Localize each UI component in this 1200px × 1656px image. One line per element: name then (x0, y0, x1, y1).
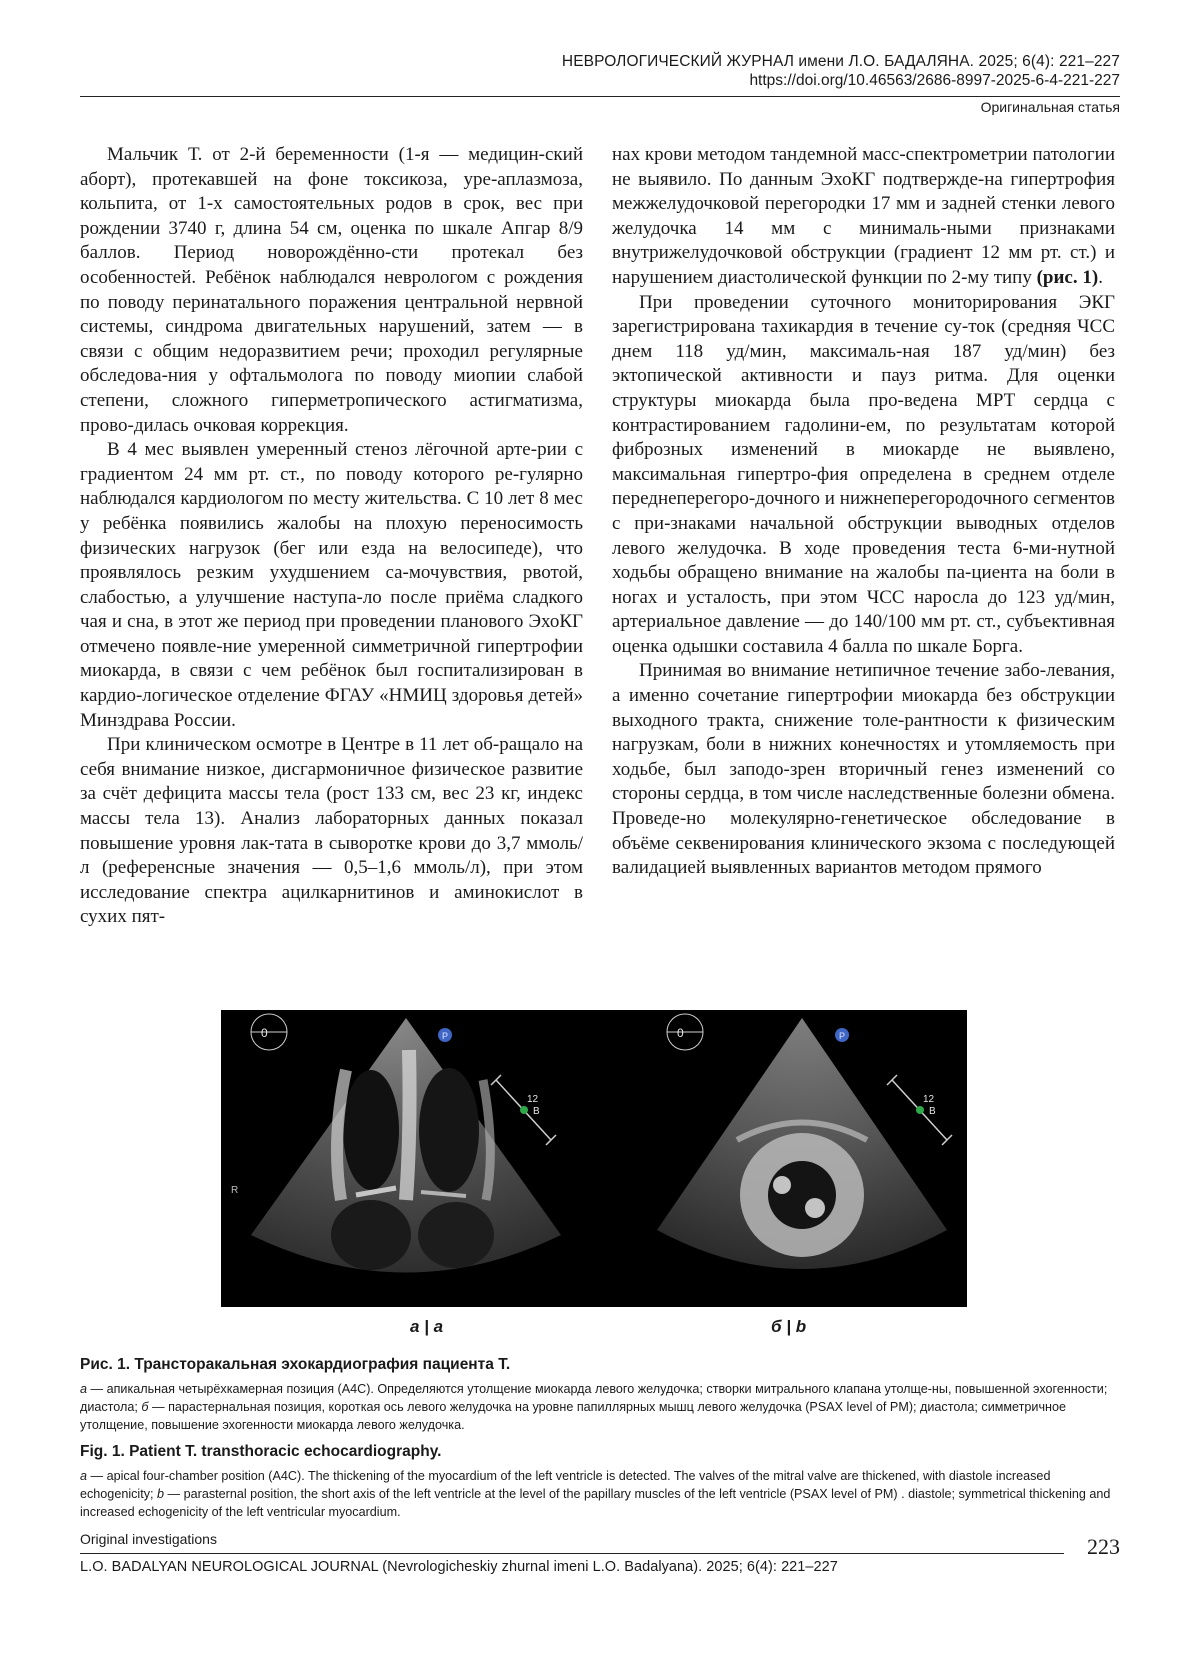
figure-panel-a-label: а | a (410, 1317, 444, 1336)
caption-label: а (80, 1382, 88, 1396)
caption-text: — apical four-chamber position (A4C). The thickening of the myocardium of the left ventricle is detected. The valves of the mitral valve are thickened, with diastole increased echogenicity; (80, 1469, 1051, 1501)
focus-marker-icon (520, 1106, 528, 1114)
paragraph-text: нах крови методом тандемной масс-спектрометрии патологии не выявило. По данным ЭхоКГ подтвержде-на гипертрофия межжелудочковой перегородки 17 мм и задней стенки левого желудочка 14 мм с минималь-ными признаками внутрижелудочковой обструкции (градиент 12 мм рт. ст.) и нарушением диастолической функции по 2-му типу (612, 144, 1115, 288)
header-divider (80, 96, 1120, 97)
caption-text: — апикальная четырёхкамерная позиция (A4C). Определяются утолщение миокарда левого желудочка; створки митрального клапана утолще-ны, повышенной эхогенности; диастола; (80, 1382, 1108, 1414)
zero-marker: 0 (677, 1026, 684, 1040)
caption-text: — парастернальная позиция, короткая ось левого желудочка на уровне папиллярных мышц левого желудочка (PSAX level of PM); диастола; симметричное утолщение, повышение эхогенности миокарда левого желудочка. (80, 1399, 1066, 1432)
echo-panel-b-parasternal-short-axis (637, 1010, 967, 1307)
caption-label: б (141, 1399, 149, 1414)
scale-letter: B (929, 1106, 936, 1117)
paragraph: При проведении суточного мониторирования ЭКГ зарегистрирована тахикардия в течение су-ток (средняя ЧСС днем 118 уд/мин, максималь-ная 187 уд/мин) без эктопической активности и пауз ритма. Для оценки структуры миокарда была про-ведена МРТ сердца с контрастированием гадолини-ем, по результатам которой фиброзных изменений в миокарде не выявлено, максимальная гипертро-фия определена в среднем отделе переднеперегоро-дочного и нижнеперегородочного сегментов с при-знаками начальной обструкции выводных отделов левого желудочка. В ходе проведения теста 6-ми-нутной ходьбы обращено внимание на жалобы па-циента на боли в ногах и усталость, при этом ЧСС наросла до 123 уд/мин, артериальное давление — до 140/100 мм рт. ст., субъективная оценка одышки составила 4 балла по шкале Борга. (612, 291, 1115, 657)
figure-caption-body-ru (80, 1381, 1120, 1434)
figure-panel-b-label: б | b (771, 1317, 807, 1336)
figure-reference-link[interactable]: (рис. 1) (1036, 266, 1099, 288)
figure-caption-title-ru: Рис. 1. Трансторакальная эхокардиография пациента Т. (80, 1356, 511, 1373)
doi-link[interactable]: https://doi.org/10.46563/2686-8997-2025-6-4-221-227 (749, 72, 1120, 89)
probe-marker-label: P (442, 1031, 449, 1041)
left-atrium-cavity (331, 1200, 411, 1270)
paragraph: При клиническом осмотре в Центре в 11 лет об-ращало на себя внимание низкое, дисгармоничное физическое развитие за счёт дефицита массы тела (рост 133 см, вес 23 кг, индекс массы тела 13). Анализ лабораторных данных показал повышение уровня лак-тата в сыворотке крови до 3,7 ммоль/л (референсные значения — 0,5–1,6 ммоль/л), при этом исследование спектра ацилкарнитинов и аминокислот в сухих пят- (80, 734, 583, 928)
echo-image-b (637, 1010, 967, 1307)
article-type-label: Оригинальная статья (980, 99, 1120, 115)
footer-journal-title: L.O. BADALYAN NEUROLOGICAL JOURNAL (Nevrologicheskiy zhurnal imeni L.O. Badalyana). 2025; 6(4): 221–227 (80, 1559, 838, 1575)
figure-caption-title-en: Fig. 1. Patient T. transthoracic echocardiography. (80, 1443, 442, 1460)
papillary-muscle (805, 1198, 825, 1218)
scale-value: 12 (923, 1094, 935, 1105)
probe-marker-label: P (839, 1031, 846, 1041)
focus-marker-icon (916, 1106, 924, 1114)
echo-image-a (221, 1010, 632, 1307)
right-text-column (612, 143, 1115, 881)
left-ventricle-cavity (343, 1070, 399, 1190)
lv-cavity (768, 1161, 836, 1229)
zero-marker: 0 (261, 1026, 268, 1040)
left-text-column (80, 143, 583, 930)
paragraph (612, 143, 1115, 291)
right-atrium-cavity (418, 1202, 494, 1268)
footer-divider (80, 1553, 1064, 1554)
echocardiography-figure (221, 1010, 967, 1307)
papillary-muscle (773, 1176, 791, 1194)
page-number: 223 (1087, 1534, 1120, 1559)
journal-header-title: НЕВРОЛОГИЧЕСКИЙ ЖУРНАЛ имени Л.О. БАДАЛЯНА. 2025; 6(4): 221–227 (561, 53, 1120, 70)
footer-section-label: Original investigations (80, 1531, 217, 1547)
figure-caption-body-en (80, 1468, 1120, 1521)
paragraph: Мальчик Т. от 2-й беременности (1-я — медицин-ский аборт), протекавшей на фоне токсикоза, уре-аплазмоза, кольпита, от 1-х самостоятельных родов в срок, вес при рождении 3740 г, длина 54 см, оценка по шкале Апгар 8/9 баллов. Период новорождённо-сти протекал без особенностей. Ребёнок наблюдался неврологом с рождения по поводу перинатального поражения центральной нервной системы, синдрома двигательных нарушений, затем — в связи с общим недоразвитием речи; проходил регулярные обследова-ния у офтальмолога по поводу миопии слабой степени, сложного гиперметропического астигматизма, прово-дилась очковая коррекция. (80, 144, 583, 436)
right-ventricle-cavity (419, 1068, 479, 1192)
paragraph: Принимая во внимание нетипичное течение забо-левания, а именно сочетание гипертрофии миокарда без обструкции выходного тракта, снижение толе-рантности к физическим нагрузкам, боли в нижних конечностях и утомляемость при ходьбе, был заподо-зрен вторичный генез изменений со стороны сердца, в том числе наследственные болезни обмена. Проведе-но молекулярно-генетическое обследование в объёме секвенирования клинического экзома с последующей валидацией выявленных вариантов методом прямого (612, 660, 1115, 879)
caption-text: — parasternal position, the short axis of the left ventricle at the level of the papillary muscles of the left ventricle (PSAX level of PM) . diastole; symmetrical thickening and increased echogenicity of the left ventricular myocardium. (80, 1486, 1111, 1519)
scale-letter: B (533, 1106, 540, 1117)
side-marker: R (231, 1185, 239, 1196)
running-header (80, 52, 1120, 90)
caption-label: a (80, 1469, 88, 1483)
echo-panel-a-apical-four-chamber (221, 1010, 632, 1307)
caption-label: b (157, 1486, 165, 1501)
interventricular-septum (406, 1050, 410, 1200)
paragraph-end: . (1098, 266, 1103, 288)
paragraph: В 4 мес выявлен умеренный стеноз лёгочной арте-рии с градиентом 24 мм рт. ст., по поводу которого ре-гулярно наблюдался кардиологом по месту жительства. С 10 лет 8 мес у ребёнка появились жалобы на плохую переносимость физических нагрузок (бег или езда на велосипеде), что проявлялось резким ухудшением са-мочувствия, рвотой, слабостью, а улучшение наступа-ло после приёма сладкого чая и сна, в этот же период при проведении планового ЭхоКГ отмечено появле-ние умеренной симметричной гипертрофии миокарда, в связи с чем ребёнок был госпитализирован в кардио-логическое отделение ФГАУ «НМИЦ здоровья детей» Минздрава России. (80, 439, 583, 731)
scale-value: 12 (527, 1094, 539, 1105)
